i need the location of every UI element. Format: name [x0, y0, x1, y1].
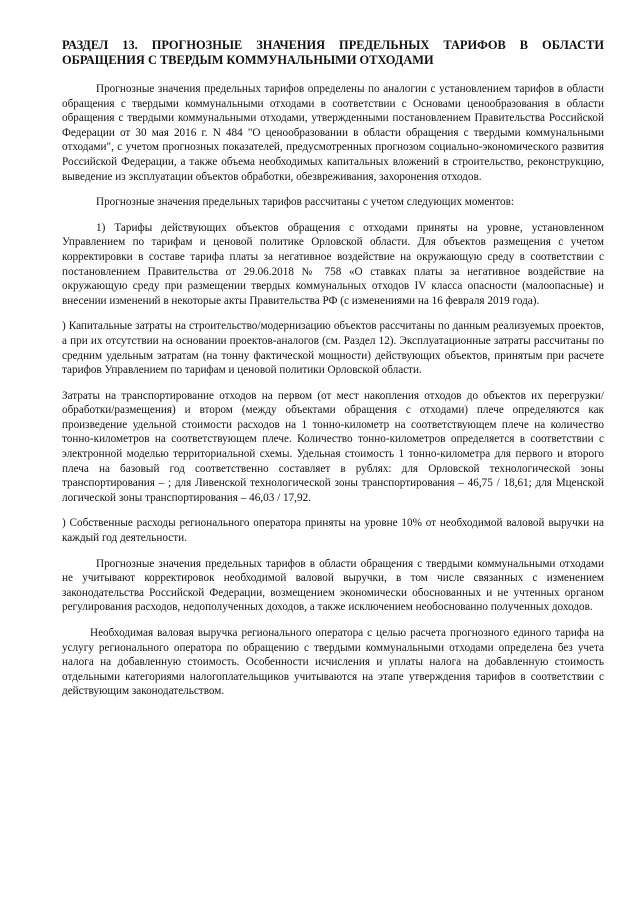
- paragraph-considerations-intro: Прогнозные значения предельных тарифов рассчитаны с учетом следующих моментов:: [96, 196, 515, 209]
- paragraph-item-own-expenses: ) Собственные расходы регионального оператора приняты на уровне 10% от необходимой валовой выручки на каждый год деятельности.: [62, 517, 604, 545]
- paragraph-methodology: Прогнозные значения предельных тарифов определены по аналогии с установлением тарифов в области обращения с твердыми коммунальными отходами в соответствии с Основами ценообразования в области обращения с твердыми коммунальными отходами, утвержденными постановлением Правительства Российской Федерации от 30 мая 2016 г. N 484 "О ценообразовании в области обращения с твердыми коммунальными отходами", с учетом прогнозных показателей, предусмотренных прогнозом социально-экономического развития Российской Федерации, а также объема необходимых капитальных вложений в строительство, реконструкцию, выведение из эксплуатации объектов обработки, обезвреживания, захоронения отходов.: [62, 83, 604, 183]
- paragraph-revenue-vat: Необходимая валовая выручка регионального оператора с целью расчета прогнозного единого тарифа на услугу регионального оператора по обращению с твердыми коммунальными отходами определена без учета налога на добавленную стоимость. Особенности исчисления и уплаты налога на добавленную стоимость отдельными категориями налогоплательщиков учитываются на этапе утверждения тарифов в соответствии с действующим законодательством.: [62, 627, 604, 698]
- paragraph-no-adjustments: Прогнозные значения предельных тарифов в области обращения с твердыми коммунальными отходами не учитывают корректировок необходимой валовой выручки, в том числе связанных с изменением законодательства Российской Федерации, возмещением экономически обоснованных и не учтенных органом регулирования расходов, недополученных доходов, а также исключением необоснованно полученных доходов.: [62, 557, 604, 614]
- paragraph-item-capital-costs: ) Капитальные затраты на строительство/модернизацию объектов рассчитаны по данным реализуемых проектов, а при их отсутствии на основании проектов-аналогов (см. Раздел 12). Эксплуатационные затраты рассчитаны по средним удельным затратам (на тонну фактической мощности) действующих объектов, принятым при расчете тарифов Управлением по тарифам и ценовой политики Орловской области.: [62, 320, 604, 377]
- paragraph-item-tariffs: 1) Тарифы действующих объектов обращения с отходами приняты на уровне, установленном Управлением по тарифам и ценовой политике Орловской области. Для объектов размещения с учетом корректировки в составе тарифа платы за негативное воздействие на окружающую среду в соответствии с постановлением Правительства от 29.06.2018 № 758 «О ставках платы за негативное воздействие на окружающую среду при размещении твердых коммунальных отходов IV класса опасности (малоопасные) и внесении изменений в некоторые акты Правительства РФ (с изменениями на 16 февраля 2019 года).: [62, 221, 604, 307]
- section-title: РАЗДЕЛ 13. ПРОГНОЗНЫЕ ЗНАЧЕНИЯ ПРЕДЕЛЬНЫХ ТАРИФОВ В ОБЛАСТИ ОБРАЩЕНИЯ С ТВЕРДЫМ КОММУНАЛЬНЫМИ ОТХОДАМИ: [62, 38, 604, 67]
- paragraph-transport-costs: Затраты на транспортирование отходов на первом (от мест накопления отходов до объектов их перегрузки/обработки/размещения) и втором (между объектами обращения с отходами) плече определяются как произведение удельной стоимости расходов на 1 тонно-километр на соответствующем плече на количество тонно-километров на соответствующем плече. Количество тонно-километров определяется в соответствии с электронной моделью территориальной схемы. Удельная стоимость 1 тонно-километра для первого и второго плеча на базовый год соответственно составляет в рублях: для Орловской технологической зоны транспортирования – ; для Ливенской технологической зоны транспортирования – 46,75 / 18,61; для Мценской логической зоны транспортирования – 46,03 / 17,92.: [62, 389, 604, 504]
